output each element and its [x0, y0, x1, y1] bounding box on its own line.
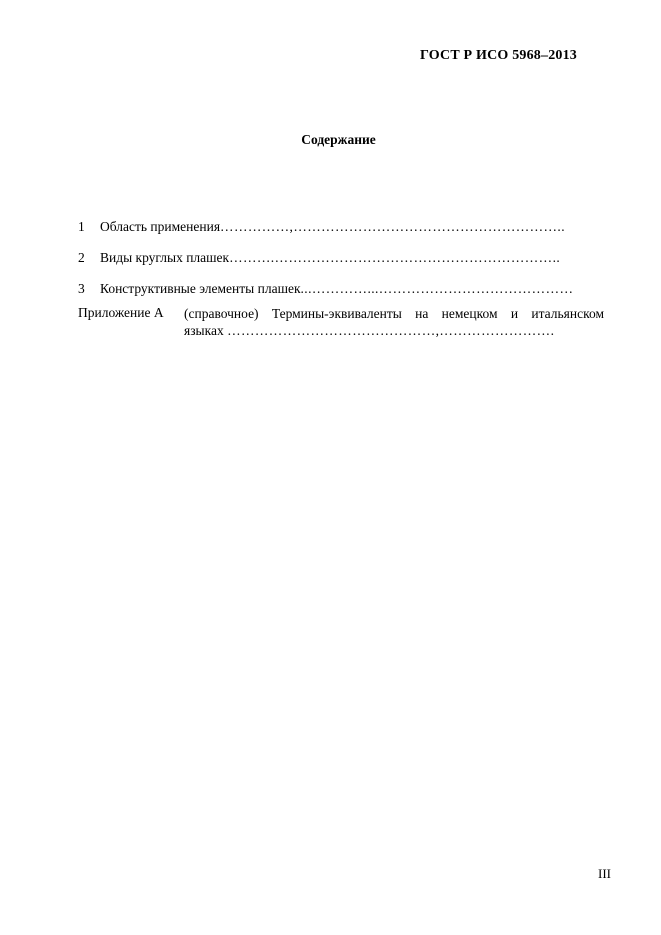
- toc-item-label: Конструктивные элементы плашек: [100, 281, 301, 296]
- toc-leader-dots: ……….……………………………………………………..: [229, 250, 561, 265]
- page-number: III: [598, 866, 611, 881]
- toc-item-number: 2: [78, 250, 85, 265]
- toc-title: Содержание: [301, 132, 376, 147]
- toc-item-number: 3: [78, 281, 85, 296]
- toc-item[interactable]: [78, 219, 588, 250]
- toc-leader-dots: ………………………………………,…………………….: [227, 323, 555, 338]
- toc-item-label: Область применения: [100, 219, 221, 234]
- toc-leader-dots: ...…………...……………………………………: [300, 281, 574, 296]
- toc-item[interactable]: [78, 250, 588, 281]
- toc-item-number: 1: [78, 219, 85, 234]
- toc-appendix-item[interactable]: [78, 305, 604, 345]
- appendix-label: Приложение А: [78, 305, 164, 320]
- appendix-title: (справочное) Термины-эквиваленты на немецком и итальянском: [184, 306, 604, 321]
- appendix-title-line2: языках: [184, 323, 224, 338]
- toc-item-label: Виды круглых плашек: [100, 250, 230, 265]
- document-code: ГОСТ Р ИСО 5968–2013: [419, 48, 577, 63]
- table-of-contents: [78, 219, 604, 345]
- toc-leader-dots: ……………,…………………………………………………..: [220, 219, 565, 234]
